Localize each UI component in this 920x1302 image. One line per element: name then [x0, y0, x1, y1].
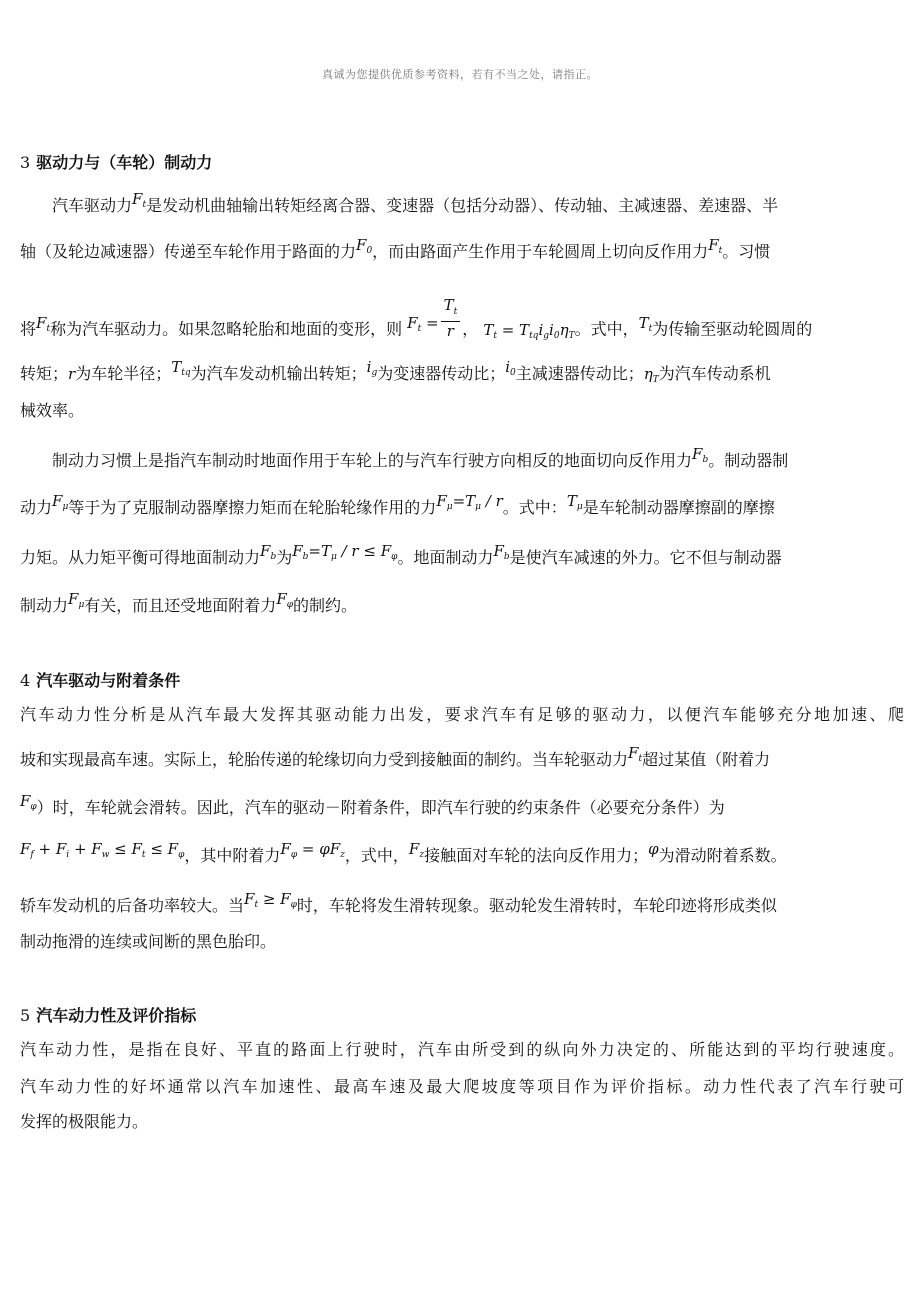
text-run: 制动力习惯上是指汽车制动时地面作用于车轮上的与汽车行驶方向相反的地面切向反作用力: [52, 451, 693, 470]
text-run: 是发动机曲轴输出转矩经离合器、变速器（包括分动器）、传动轴、主减速器、差速器、半: [146, 196, 779, 215]
text-line: [20, 590, 904, 622]
text-run: 称为汽车驱动力。如果忽略轮胎和地面的变形，则: [50, 319, 403, 339]
text-run: 的制约。: [293, 596, 358, 615]
text-run: 。制动器制: [708, 451, 789, 470]
text-run: 为车轮半径；: [75, 364, 172, 383]
formula: $F_b$: [493, 542, 510, 562]
text-run: 超过某值（附着力: [642, 750, 771, 769]
text-run: 转矩；: [20, 364, 69, 383]
text-run: ，而由路面产生作用于车轮圆周上切向反作用力: [372, 242, 709, 261]
formula: $F_b=T_\mu / r \le F_\varphi$: [292, 542, 398, 562]
formula: $F_\mu=T_\mu / r$: [436, 492, 503, 512]
formula: $\eta_T$: [643, 365, 659, 385]
text-line: [20, 1112, 904, 1132]
formula: $F_t$: [132, 190, 147, 210]
formula: $i_g$: [366, 358, 378, 378]
text-run: 动力: [20, 498, 53, 517]
text-line: [20, 1077, 904, 1097]
section-3-title: [20, 150, 212, 173]
formula: $F_\varphi = \varphi F_z$: [280, 840, 345, 860]
formula: $T_t$: [638, 313, 653, 334]
formula: $T_\mu$: [566, 492, 583, 512]
text-run: 将: [20, 319, 37, 339]
text-line: [20, 492, 904, 524]
section-number: 4: [20, 671, 31, 690]
text-run: 等于为了克服制动器摩擦力矩而在轮胎轮缘作用的力: [68, 498, 437, 517]
text-run: 汽车动力性，是指在良好、平直的路面上行驶时，汽车由所受到的纵向外力决定的、所能达到的平均行驶速度。: [20, 1040, 904, 1059]
text-line: [20, 932, 904, 952]
formula: $F_b$: [260, 542, 277, 562]
text-line: [20, 744, 904, 776]
formula: $F_t$: [628, 744, 643, 764]
text-line: [52, 190, 904, 222]
text-line: [20, 890, 904, 922]
formula: $F_0$: [356, 236, 373, 256]
text-run: 汽车驱动力: [52, 196, 133, 215]
formula: $F_b$: [692, 445, 709, 465]
text-run: 是车轮制动器摩擦副的摩擦: [582, 498, 775, 517]
text-run: 为变速器传动比；: [377, 364, 506, 383]
text-run: 轴（及轮边减速器）传递至车轮作用于路面的力: [20, 242, 357, 261]
text-line: [20, 840, 904, 872]
text-run: 为: [276, 548, 293, 567]
text-run: 。式中：: [502, 498, 567, 517]
section-number: 5: [20, 1006, 31, 1025]
text-line: [20, 1040, 904, 1060]
text-run: ，式中，: [344, 846, 409, 865]
text-run: 制动力: [20, 596, 69, 615]
text-run: 。习惯: [722, 242, 771, 261]
formula: $F_\varphi$: [20, 792, 37, 812]
text-run: 制动拖滑的连续或间断的黑色胎印。: [20, 932, 277, 951]
section-heading: 驱动力与（车轮）制动力: [36, 153, 213, 172]
formula: $F_\mu$: [52, 492, 69, 512]
formula: $F_t$ =: [407, 313, 439, 334]
section-5-title: [20, 1003, 196, 1026]
text-run: 。地面制动力: [397, 548, 494, 567]
text-run: 汽车动力性分析是从汽车最大发挥其驱动能力出发，要求汽车有足够的驱动力，以便汽车能够充分地加速、爬: [20, 705, 904, 724]
section-number: 3: [20, 153, 31, 172]
text-run: ，: [462, 319, 479, 339]
formula: $i_0$: [505, 358, 516, 378]
text-line: [20, 358, 904, 390]
text-line: [20, 401, 904, 421]
text-run: 为汽车传动系机: [658, 364, 771, 383]
text-run: 主减速器传动比；: [515, 364, 644, 383]
formula: $F_\mu$: [68, 590, 85, 610]
formula: $F_z$: [408, 840, 425, 860]
formula: $T_t = T_{tq}i_gi_0\eta_T$: [483, 320, 575, 341]
formula: φ: [648, 840, 659, 858]
formula: $F_t$: [708, 236, 723, 256]
text-run: 汽车动力性的好坏通常以汽车加速性、最高车速及最大爬坡度等项目作为评价指标。动力性代表了汽车行驶可: [20, 1077, 904, 1096]
text-run: 为汽车发动机输出转矩；: [190, 364, 367, 383]
text-line: [20, 296, 904, 352]
formula: $F_f + F_i + F_w \le F_t \le F_\varphi$: [20, 840, 185, 860]
text-run: 坡和实现最高车速。实际上，轮胎传递的轮缘切向力受到接触面的制约。当车轮驱动力: [20, 750, 629, 769]
text-line: [20, 542, 904, 574]
fraction: $\frac{T_t}{r}$: [441, 296, 461, 340]
text-run: 有关，而且还受地面附着力: [84, 596, 277, 615]
text-run: 为滑动附着系数。: [658, 846, 787, 865]
text-line: [20, 705, 904, 725]
text-run: 是使汽车减速的外力。它不但与制动器: [509, 548, 782, 567]
page-header-note: 真诚为您提供优质参考资料，若有不当之处，请指正。: [322, 68, 598, 81]
formula: $F_t \ge F_\varphi$: [244, 890, 297, 910]
formula: $F_t$: [36, 313, 51, 334]
text-run: ，其中附着力: [184, 846, 281, 865]
text-run: 力矩。从力矩平衡可得地面制动力: [20, 548, 261, 567]
text-run: 械效率。: [20, 401, 85, 420]
formula: $F_\varphi$: [276, 590, 294, 610]
text-run: 时，车轮将发生滑转现象。驱动轮发生滑转时，车轮印迹将形成类似: [296, 896, 777, 915]
text-run: 发挥的极限能力。: [20, 1112, 149, 1131]
formula: r: [68, 365, 76, 383]
text-run: 为传输至驱动轮圆周的: [652, 319, 813, 339]
section-4-title: [20, 668, 180, 691]
text-run: 。式中，: [574, 319, 639, 339]
text-line: [20, 236, 904, 268]
text-run: 轿车发动机的后备功率较大。当: [20, 896, 245, 915]
text-run: ）时，车轮就会滑转。因此，汽车的驱动－附着条件，即汽车行驶的约束条件（必要充分条件）为: [36, 798, 725, 817]
formula: $T_{tq}$: [171, 358, 191, 378]
section-heading: 汽车驱动与附着条件: [36, 671, 181, 690]
text-run: 接触面对车轮的法向反作用力；: [424, 846, 649, 865]
text-line: [52, 445, 904, 477]
section-heading: 汽车动力性及评价指标: [36, 1006, 197, 1025]
text-line: [20, 792, 904, 824]
